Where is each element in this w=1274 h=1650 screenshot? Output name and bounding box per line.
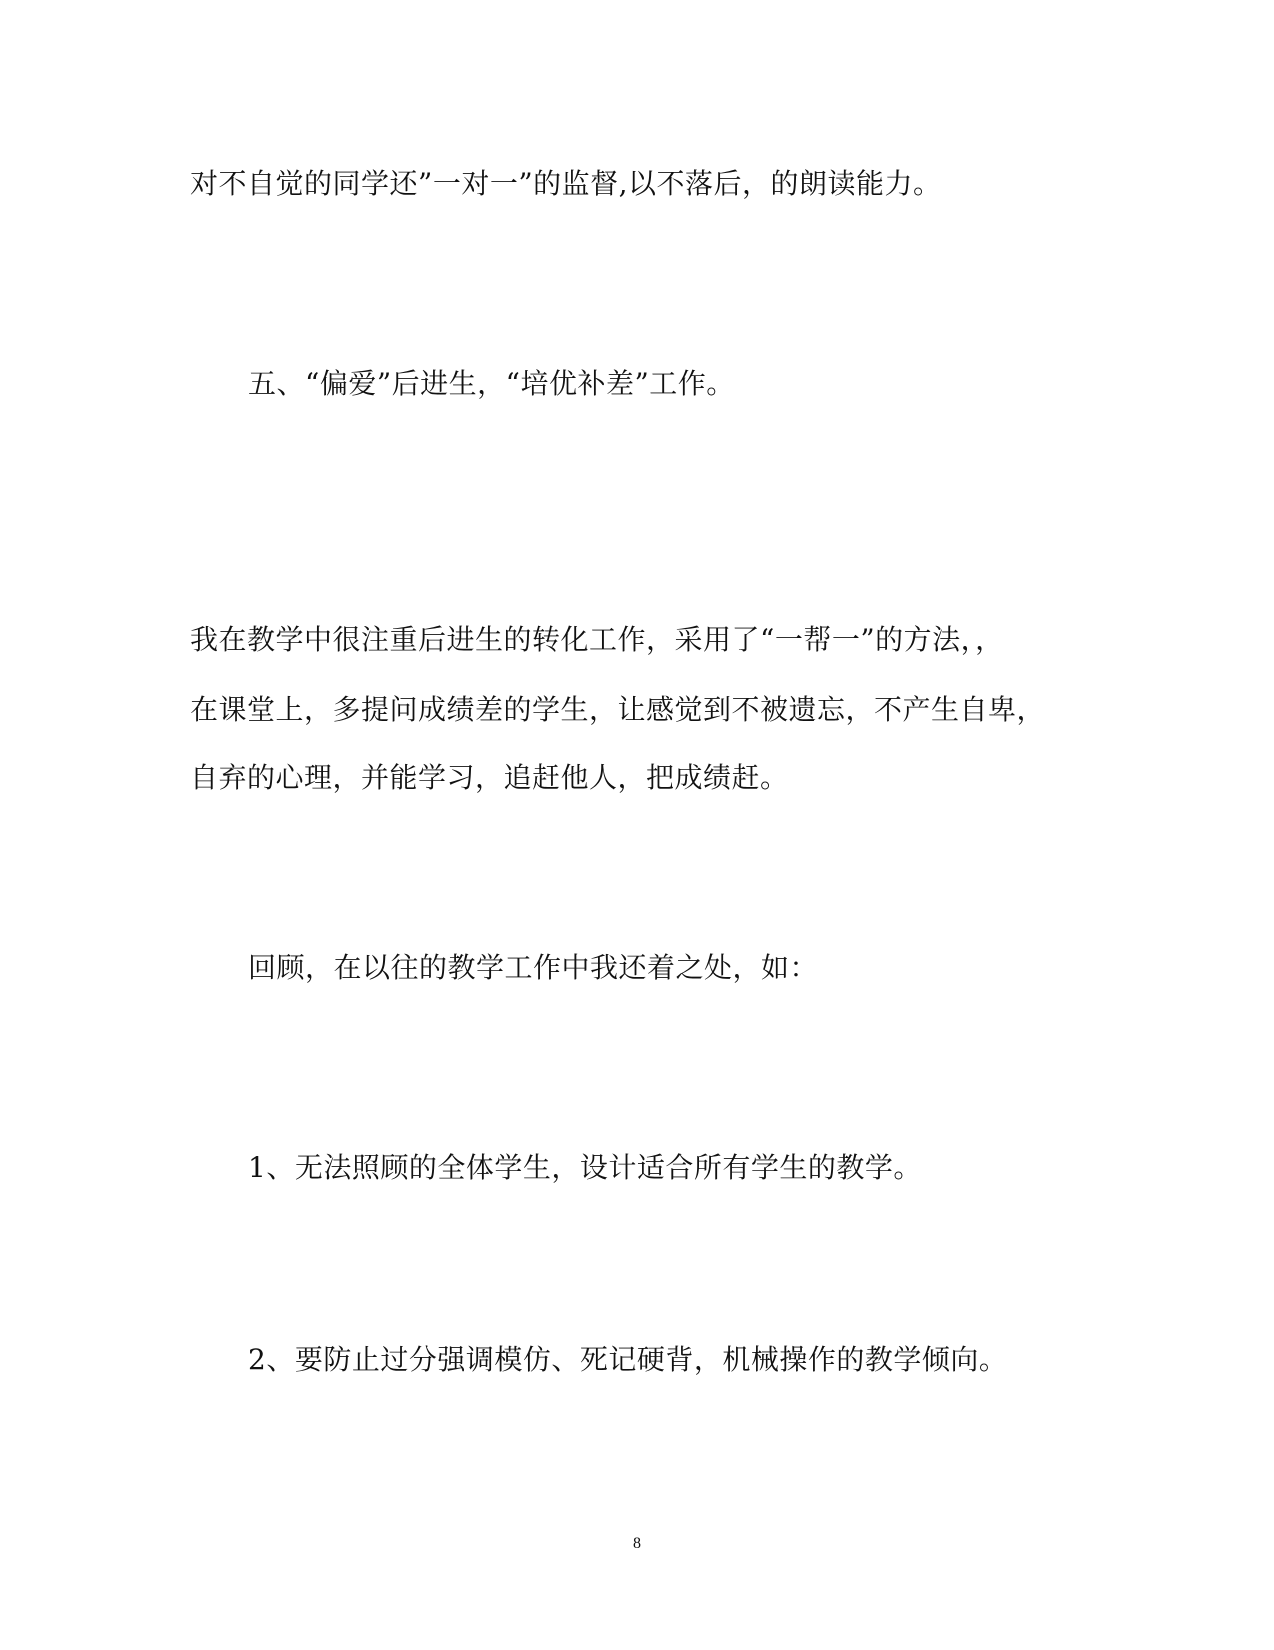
paragraph-line: 我在教学中很注重后进生的转化工作，采用了“一帮一”的方法，， [190,623,1004,656]
paragraph-line: 回顾，在以往的教学工作中我还着之处，如： [248,951,819,984]
paragraph-line: 自弃的心理，并能学习，追赶他人，把成绩赶。 [190,761,789,794]
paragraph-line: 在课堂上，多提问成绩差的学生，让感觉到不被遗忘，不产生自卑， [190,693,1046,726]
list-item: 2、要防止过分强调模仿、死记硬背，机械操作的教学倾向。 [248,1343,1008,1376]
list-item: 1、无法照顾的全体学生，设计适合所有学生的教学。 [248,1151,922,1184]
section-heading: 五、“偏爱”后进生，“培优补差”工作。 [248,367,735,400]
page-number: 8 [633,1535,641,1552]
paragraph-line: 对不自觉的同学还”一对一”的监督,以不落后，的朗读能力。 [190,167,942,200]
